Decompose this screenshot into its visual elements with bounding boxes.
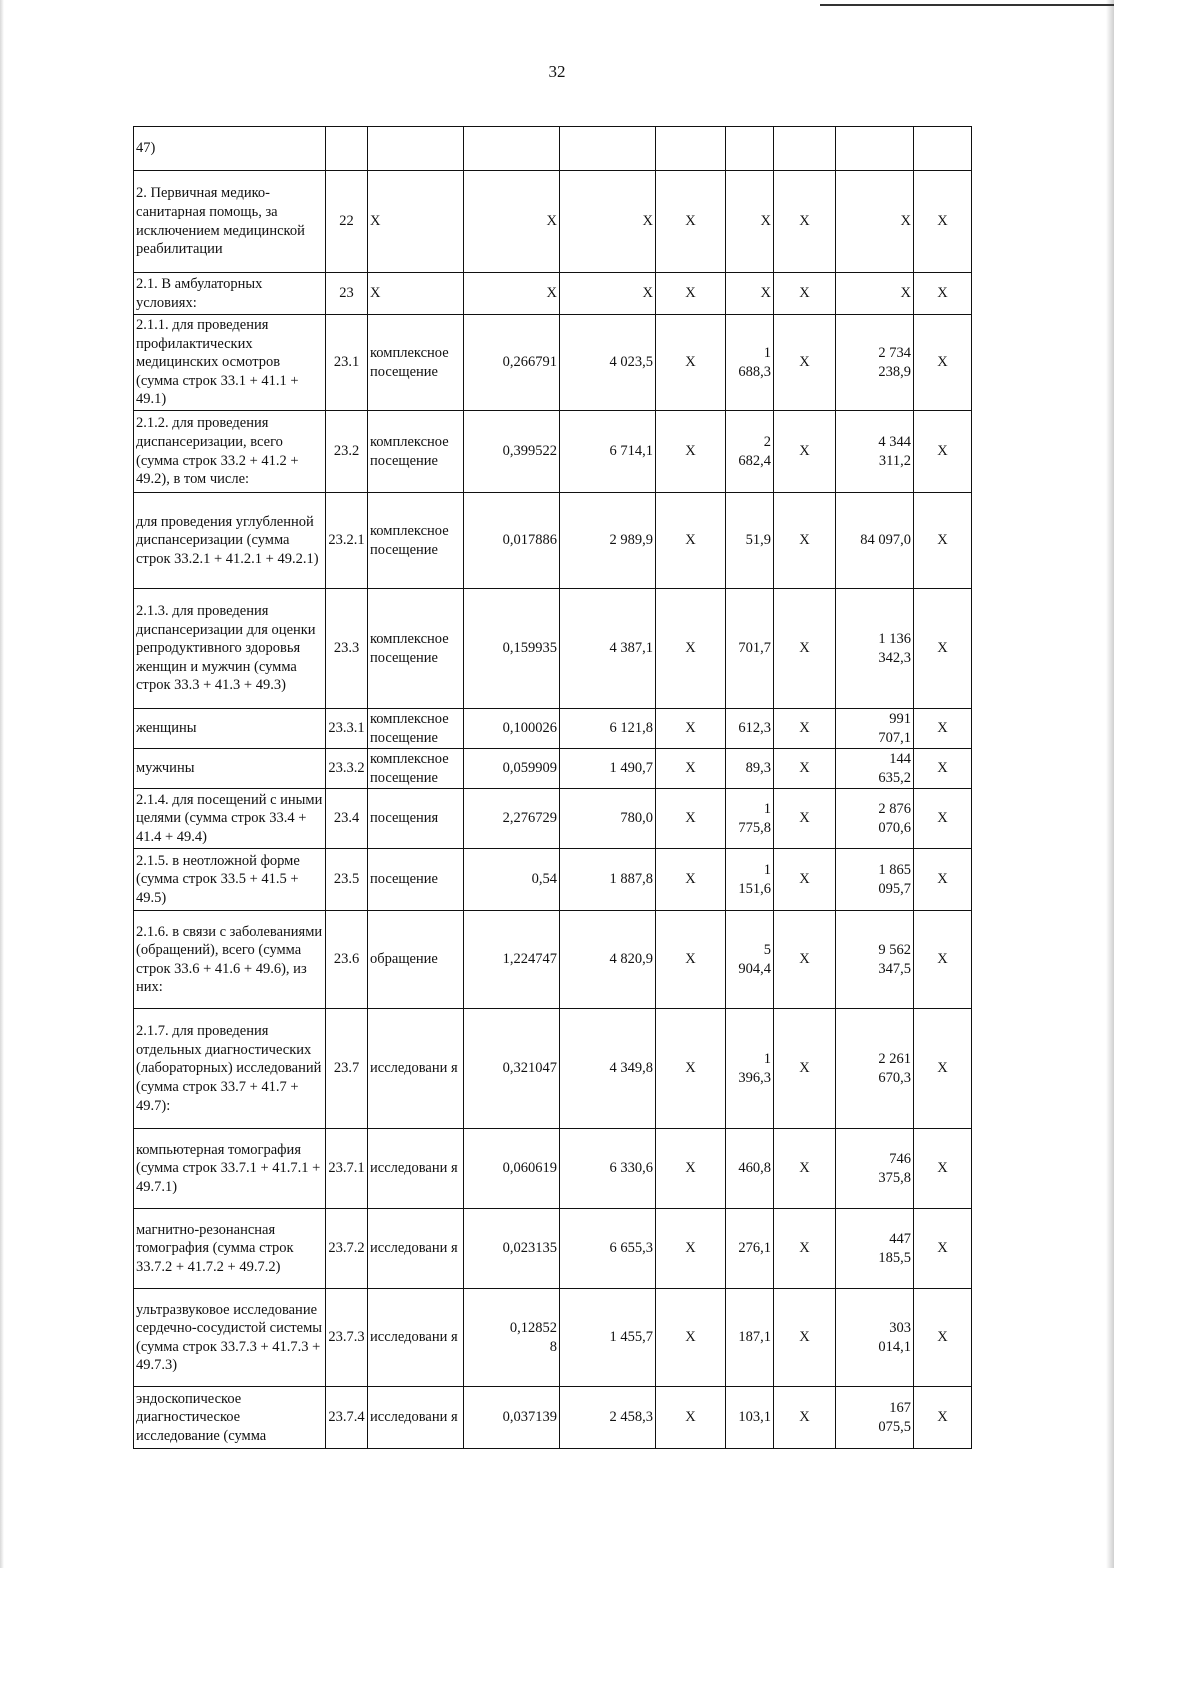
total-cost-cell [836,1387,914,1449]
per-capita-cell: 612,3 [726,709,774,749]
row-number-cell [326,127,368,171]
row-number-cell: 23.1 [326,315,368,411]
x-cell: Х [914,589,972,709]
x-cell: Х [774,749,836,789]
unit-cell: комплексное посещение [368,709,464,749]
value-line: 075,5 [878,1418,911,1435]
x-cell: Х [914,1387,972,1449]
unit-cell: обращение [368,911,464,1009]
norm-volume-cell: 0,023135 [464,1209,560,1289]
wrapped-value [878,800,911,837]
total-cost-cell [836,127,914,171]
row-number-cell: 23 [326,273,368,315]
x-cell: Х [656,1129,726,1209]
x-cell: Х [774,1387,836,1449]
total-cost-cell [836,789,914,849]
row-name-cell: компьютерная томография (сумма строк 33.7.1 + 41.7.1 + 49.7.1) [134,1129,326,1209]
volumes-table [133,126,972,1449]
total-cost-cell: 84 097,0 [836,493,914,589]
x-cell: Х [914,1129,972,1209]
x-cell: Х [914,315,972,411]
table-row [134,849,972,911]
row-name-cell: для проведения углубленной диспансеризации (сумма строк 33.2.1 + 41.2.1 + 49.2.1) [134,493,326,589]
wrapped-value [878,941,911,978]
value-line: 991 [889,711,911,727]
table-body [134,127,972,1449]
x-cell: Х [774,1129,836,1209]
wrapped-value [878,1150,911,1187]
row-number-cell: 23.7 [326,1009,368,1129]
row-number-cell: 23.7.1 [326,1129,368,1209]
wrapped-value [878,750,911,787]
table-row [134,789,972,849]
top-rule [820,4,1114,6]
table-row [134,1387,972,1449]
x-cell: Х [914,709,972,749]
per-capita-cell [726,1009,774,1129]
norm-volume-cell: 0,059909 [464,749,560,789]
value-line: 1 136 [878,630,911,647]
value-line: 746 [889,1151,911,1168]
table-row [134,749,972,789]
wrapped-value [738,433,771,470]
unit-cost-cell: 6 330,6 [560,1129,656,1209]
row-number-cell: 23.6 [326,911,368,1009]
total-cost-cell [836,1209,914,1289]
total-cost-cell [836,911,914,1009]
table-row [134,127,972,171]
per-capita-cell: 51,9 [726,493,774,589]
x-cell: Х [914,273,972,315]
row-name-cell: 2.1. В амбулаторных условиях: [134,273,326,315]
per-capita-cell: Х [726,273,774,315]
value-line: 635,2 [878,769,911,786]
value-line: 775,8 [738,819,771,836]
value-line: 2 734 [878,344,911,361]
norm-volume-cell: 0,159935 [464,589,560,709]
total-cost-cell [836,411,914,493]
norm-volume-cell: 1,224747 [464,911,560,1009]
x-cell: Х [914,911,972,1009]
x-cell: Х [656,1289,726,1387]
row-name-cell: 2.1.4. для посещений с иными целями (сумма строк 33.4 + 41.4 + 49.4) [134,789,326,849]
norm-volume-cell: 0,060619 [464,1129,560,1209]
table-row [134,709,972,749]
per-capita-cell: 701,7 [726,589,774,709]
total-cost-cell [836,315,914,411]
x-cell: Х [774,1289,836,1387]
per-capita-cell [726,849,774,911]
norm-volume-cell: 0,017886 [464,493,560,589]
value-line: 1 [763,862,771,879]
total-cost-cell [836,709,914,749]
value-line: 688,3 [738,363,771,380]
row-name-cell: женщины [134,709,326,749]
row-name-cell: 2.1.5. в неотложной форме (сумма строк 33.5 + 41.5 + 49.5) [134,849,326,911]
wrapped-value [878,344,911,381]
row-name-cell: ультразвуковое исследование сердечно-сосудистой системы (сумма строк 33.7.3 + 41.7.3 + 49.7.3) [134,1289,326,1387]
value-line: 1 865 [878,862,911,879]
row-name-cell: 47) [134,127,326,171]
unit-cost-cell: 2 989,9 [560,493,656,589]
unit-cost-cell: 4 387,1 [560,589,656,709]
unit-cell: Х [368,273,464,315]
value-line: 303 [889,1320,911,1337]
unit-cell: Х [368,171,464,273]
unit-cell: исследовани я [368,1289,464,1387]
row-name-cell: эндоскопическое диагностическое исследование (сумма [134,1387,326,1449]
x-cell: Х [656,849,726,911]
per-capita-cell [726,127,774,171]
unit-cost-cell: 1 887,8 [560,849,656,911]
wrapped-value [510,1319,557,1356]
value-line: 311,2 [878,452,911,469]
unit-cell: комплексное посещение [368,493,464,589]
unit-cost-cell: 6 714,1 [560,411,656,493]
total-cost-cell [836,749,914,789]
norm-volume-cell: 0,100026 [464,709,560,749]
value-line: 014,1 [878,1338,911,1355]
per-capita-cell [726,789,774,849]
x-cell: Х [914,1209,972,1289]
x-cell: Х [656,315,726,411]
table-row [134,1289,972,1387]
row-number-cell: 23.4 [326,789,368,849]
value-line: 670,3 [878,1069,911,1086]
x-cell: Х [774,315,836,411]
unit-cell [368,127,464,171]
unit-cost-cell: 4 349,8 [560,1009,656,1129]
row-number-cell: 23.5 [326,849,368,911]
wrapped-value [738,941,771,978]
norm-volume-cell: Х [464,171,560,273]
norm-volume-cell: 0,399522 [464,411,560,493]
x-cell: Х [656,1387,726,1449]
x-cell: Х [774,589,836,709]
value-line: 9 562 [878,942,911,959]
x-cell: Х [914,789,972,849]
x-cell: Х [914,171,972,273]
row-number-cell: 23.3.2 [326,749,368,789]
x-cell: Х [774,1209,836,1289]
x-cell [656,127,726,171]
per-capita-cell: Х [726,171,774,273]
x-cell [914,127,972,171]
table-row [134,1129,972,1209]
per-capita-cell: 89,3 [726,749,774,789]
scan-right-edge [1106,0,1114,1568]
x-cell: Х [656,411,726,493]
table-row [134,315,972,411]
table-row [134,911,972,1009]
x-cell: Х [656,911,726,1009]
value-line: 238,9 [878,363,911,380]
x-cell: Х [774,171,836,273]
unit-cell: исследовани я [368,1129,464,1209]
wrapped-value [878,861,911,898]
per-capita-cell: 276,1 [726,1209,774,1289]
unit-cell: комплексное посещение [368,411,464,493]
table-row [134,589,972,709]
row-name-cell: 2. Первичная медико-санитарная помощь, за исключением медицинской реабилитации [134,171,326,273]
value-line: 682,4 [738,452,771,469]
row-name-cell: магнитно-резонансная томография (сумма строк 33.7.2 + 41.7.2 + 49.7.2) [134,1209,326,1289]
unit-cell: комплексное посещение [368,749,464,789]
unit-cell: исследовани я [368,1387,464,1449]
value-line: 904,4 [738,960,771,977]
value-line: 2 876 [878,801,911,818]
unit-cell: комплексное посещение [368,315,464,411]
x-cell: Х [774,1009,836,1129]
norm-volume-cell: 0,321047 [464,1009,560,1129]
wrapped-value [878,1230,911,1267]
unit-cost-cell: 1 490,7 [560,749,656,789]
table-row [134,1009,972,1129]
total-cost-cell [836,589,914,709]
unit-cost-cell: 6 655,3 [560,1209,656,1289]
value-line: 375,8 [878,1169,911,1186]
row-number-cell: 23.7.3 [326,1289,368,1387]
x-cell: Х [774,493,836,589]
table-row [134,411,972,493]
wrapped-value [738,800,771,837]
x-cell: Х [774,789,836,849]
value-line: 4 344 [878,433,911,450]
per-capita-cell [726,411,774,493]
norm-volume-cell [464,127,560,171]
unit-cost-cell: 2 458,3 [560,1387,656,1449]
row-name-cell: 2.1.2. для проведения диспансеризации, всего (сумма строк 33.2 + 41.2 + 49.2), в том числе: [134,411,326,493]
x-cell: Х [774,411,836,493]
value-line: 447 [889,1231,911,1248]
norm-volume-cell: 0,54 [464,849,560,911]
wrapped-value [738,344,771,381]
row-name-cell: 2.1.6. в связи с заболеваниями (обращений), всего (сумма строк 33.6 + 41.6 + 49.6), из них: [134,911,326,1009]
row-name-cell: 2.1.3. для проведения диспансеризации для оценки репродуктивного здоровья женщин и мужчин (сумма строк 33.3 + 41.3 + 49.3) [134,589,326,709]
wrapped-value [738,861,771,898]
value-line: 2 261 [878,1051,911,1068]
norm-volume-cell [464,1289,560,1387]
per-capita-cell [726,911,774,1009]
x-cell: Х [914,749,972,789]
wrapped-value [878,1319,911,1356]
unit-cell: исследовани я [368,1009,464,1129]
value-line: 185,5 [878,1249,911,1266]
value-line: 151,6 [738,880,771,897]
wrapped-value [878,1399,911,1436]
row-number-cell: 23.7.2 [326,1209,368,1289]
x-cell: Х [774,273,836,315]
value-line: 0,12852 [509,1320,557,1337]
unit-cost-cell: Х [560,273,656,315]
total-cost-cell: Х [836,273,914,315]
total-cost-cell: Х [836,171,914,273]
value-line: 167 [889,1400,911,1417]
unit-cell: исследовани я [368,1209,464,1289]
x-cell: Х [914,1009,972,1129]
unit-cost-cell: 6 121,8 [560,709,656,749]
unit-cost-cell: 4 820,9 [560,911,656,1009]
x-cell: Х [656,709,726,749]
wrapped-value [878,1050,911,1087]
value-line: 396,3 [738,1069,771,1086]
unit-cost-cell: 1 455,7 [560,1289,656,1387]
x-cell: Х [656,273,726,315]
wrapped-value [878,710,911,747]
value-line: 1 [763,1051,771,1068]
row-number-cell: 23.2.1 [326,493,368,589]
total-cost-cell [836,1129,914,1209]
x-cell: Х [656,1009,726,1129]
total-cost-cell [836,1289,914,1387]
value-line: 707,1 [878,729,911,746]
x-cell: Х [656,589,726,709]
unit-cost-cell [560,127,656,171]
x-cell: Х [656,171,726,273]
x-cell: Х [656,493,726,589]
unit-cell: посещение [368,849,464,911]
x-cell: Х [914,411,972,493]
row-name-cell: 2.1.7. для проведения отдельных диагностических (лабораторных) исследований (сумма строк 33.7 + 41.7 + 49.7): [134,1009,326,1129]
x-cell: Х [914,1289,972,1387]
x-cell: Х [914,849,972,911]
wrapped-value [878,630,911,667]
value-line: 2 [763,433,771,450]
table-row [134,273,972,315]
x-cell: Х [774,911,836,1009]
unit-cost-cell: 780,0 [560,789,656,849]
unit-cell: посещения [368,789,464,849]
value-line: 8 [549,1338,557,1355]
row-number-cell: 23.7.4 [326,1387,368,1449]
x-cell: Х [656,749,726,789]
x-cell [774,127,836,171]
page-number: 32 [548,62,566,81]
norm-volume-cell: 2,276729 [464,789,560,849]
row-number-cell: 23.2 [326,411,368,493]
x-cell: Х [774,709,836,749]
x-cell: Х [914,493,972,589]
per-capita-cell: 103,1 [726,1387,774,1449]
row-number-cell: 23.3.1 [326,709,368,749]
per-capita-cell: 187,1 [726,1289,774,1387]
unit-cost-cell: Х [560,171,656,273]
row-name-cell: 2.1.1. для проведения профилактических медицинских осмотров (сумма строк 33.1 + 41.1 + 49.1) [134,315,326,411]
norm-volume-cell: 0,037139 [464,1387,560,1449]
wrapped-value [878,433,911,470]
value-line: 070,6 [878,819,911,836]
value-line: 1 [763,801,771,818]
unit-cost-cell: 4 023,5 [560,315,656,411]
table-row [134,171,972,273]
scan-left-edge [0,0,4,1568]
per-capita-cell [726,315,774,411]
norm-volume-cell: Х [464,273,560,315]
total-cost-cell [836,1009,914,1129]
norm-volume-cell: 0,266791 [464,315,560,411]
row-name-cell: мужчины [134,749,326,789]
x-cell: Х [774,849,836,911]
x-cell: Х [656,1209,726,1289]
value-line: 5 [763,942,771,959]
row-number-cell: 22 [326,171,368,273]
unit-cell: комплексное посещение [368,589,464,709]
x-cell: Х [656,789,726,849]
value-line: 342,3 [878,649,911,666]
row-number-cell: 23.3 [326,589,368,709]
value-line: 1 [763,344,771,361]
value-line: 095,7 [878,880,911,897]
table-row [134,1209,972,1289]
value-line: 347,5 [878,960,911,977]
value-line: 144 [889,751,911,768]
per-capita-cell: 460,8 [726,1129,774,1209]
total-cost-cell [836,849,914,911]
wrapped-value [738,1050,771,1087]
table-row [134,493,972,589]
